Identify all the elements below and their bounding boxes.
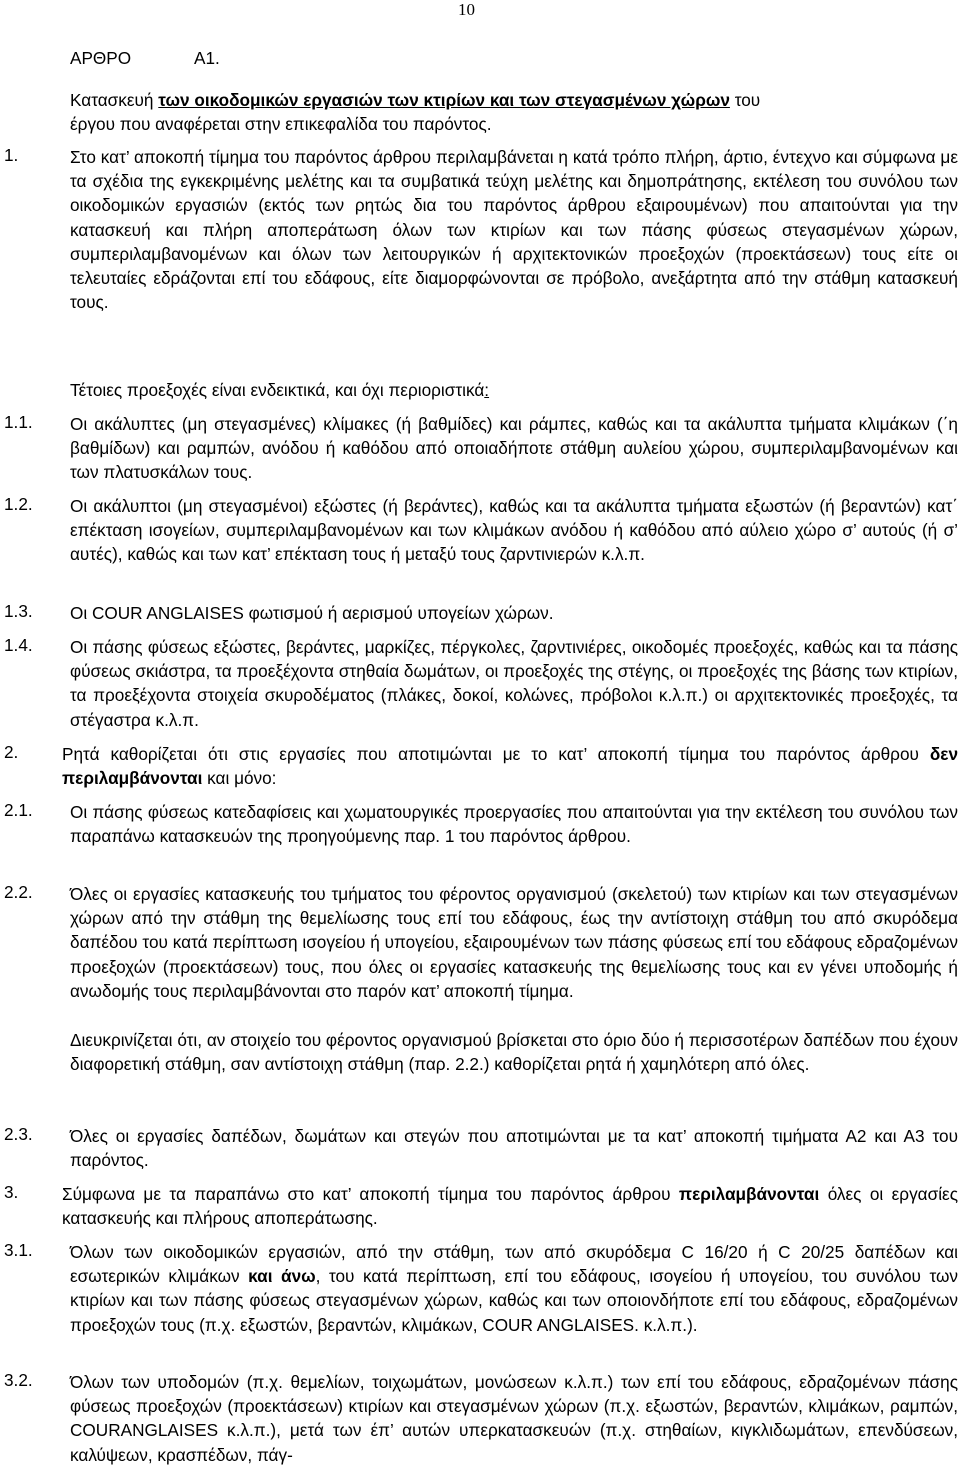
intro-text-end: του <box>729 90 761 110</box>
section-text: Οι COUR ANGLAISES φωτισμού ή αερισμού υπογείων χώρων. <box>70 603 554 623</box>
intro-underlined-title: των οικοδομικών εργασιών των κτιρίων και των στεγασμένων χώρων <box>158 90 730 110</box>
section-number: 2.1. <box>4 800 33 820</box>
section-number: 1.1. <box>4 412 33 432</box>
note-colon: : <box>484 380 490 400</box>
section-number: 3.2. <box>4 1370 33 1390</box>
section-text: Όλων των οικοδομικών εργασιών, από την στάθμη, των από σκυρόδεμα C 16/20 ή C 20/25 δαπέδων και εσωτερικών κλιμάκων και άνω, του κατά περίπτωση, επί του εδάφους, ισογείου ή υπογείου, του συνόλου των κτιρίων και των πάσης φύσεως στεγασμένων χώρων, καθώς και των οποιονδήποτε επί του εδάφους, εδραζομένων προεξοχών τους (π.χ. εξωστών, βεραντών, κλιμάκων, COUR ANGLAISES. κ.λ.π.). <box>70 1242 959 1335</box>
section-text: Όλες οι εργασίες κατασκευής του τμήματος του φέροντος οργανισμού (σκελετού) των κτιρίων και των στεγασμένων χώρων από την στάθμη της θεμελίωσης τους επί του εδάφους, έως την αντίστοιχη στάθμη του από σκυρόδεμα δαπέδου του κατά περίπτωση ισογείου ή υπογείου, εξαιρουμένων των πάσης φύσεως επί του εδάφους εδραζομένων προεξοχών (προεκτάσεων) τους, που όλες οι εργασίες κατασκευής της θεμελίωσης τους και εν γένει υποδομής ή ανωδομής τους περιλαμβάνονται στο παρόν κατ’ αποκοπή τίμημα. <box>70 884 958 1001</box>
section-number: 2. <box>4 742 19 762</box>
intro-paragraph <box>70 88 958 136</box>
section-text: Σύμφωνα με τα παραπάνω στο κατ’ αποκοπή τίμημα του παρόντος άρθρου περιλαμβάνονται όλες οι εργασίες κατασκευής και πλήρους αποπεράτωσης. <box>62 1184 958 1229</box>
section-text: Οι πάσης φύσεως κατεδαφίσεις και χωματουργικές προεργασίες που απαιτούνται για την εκτέλεση του συνόλου των παραπάνω κατασκευών της προηγούμενης παρ. 1 του παρόντος άρθρου. <box>70 802 958 847</box>
note-text: Τέτοιες προεξοχές είναι ενδεικτικά, και όχι περιοριστικά <box>70 380 485 400</box>
section-text: Στο κατ’ αποκοπή τίμημα του παρόντος άρθρου περιλαμβάνεται η κατά τρόπο πλήρη, άρτιο, έντεχνο και σύμφωνα με τα σχέδια της εγκεκριμένης μελέτης και τα συμβατικά τεύχη μελέτης και δημοπράτησης, εκτέλεση του συνόλου των οικοδομικών εργασιών (εκτός των ρητώς δια του παρόντος άρθρου εξαιρουμένων) που απαιτούνται για την κατασκευή και πλήρη αποπεράτωση όλων των κτιρίων και των πάσης φύσεως στεγασμένων χώρων, συμπεριλαμβανομένων και όλων των λειτουργικών ή αρχιτεκτονικών προεξοχών (προεκτάσεων) τους είτε οι τελευταίες εδράζονται επί του εδάφους, είτε διαμορφώνονται σε πρόβολο, ανεξάρτητα από την στάθμη κατασκευή τους. <box>70 147 958 313</box>
section-text: Οι ακάλυπτες (μη στεγασμένες) κλίμακες (ή βαθμίδες) και ράμπες, καθώς και τα ακάλυπτα τμήματα κλιμάκων (΄η βαθμίδων) και ραμπών, ανόδου ή καθόδου από οποιαδήποτε στάθμη αυλείου χώρου, συμπεριλαμβανομένων και των πλατυσκάλων τους. <box>70 414 958 483</box>
bold-phrase: και άνω <box>248 1266 316 1287</box>
section-number: 2.2. <box>4 882 33 902</box>
article-heading <box>70 48 220 69</box>
section-text: Οι πάσης φύσεως εξώστες, βεράντες, μαρκίζες, πέργκολες, ζαρντινιέρες, οικοδομές προεξοχές, καθώς και τα πάσης φύσεως σκιάστρα, τα προεξέχοντα στηθαία δωμάτων, οι προεξοχές της στέγης, οι προεξοχές της βάσης των κτιρίων, τα προεξέχοντα στοιχεία σκυροδέματος (πλάκες, δοκοί, κολώνες, πρόβολοι κ.λ.π.) οι αρχιτεκτονικές προεξοχές, τα στέγαστρα κ.λ.π. <box>70 637 958 730</box>
section-text: Ρητά καθορίζεται ότι στις εργασίες που αποτιμώνται με το κατ’ αποκοπή τίμημα του παρόντος άρθρου δεν περιλαμβάνονται και μόνο: <box>62 744 958 789</box>
intro-text-start: Κατασκευή <box>70 90 159 110</box>
section-number: 3. <box>4 1182 19 1202</box>
section-number: 1.4. <box>4 635 33 655</box>
bold-phrase: περιλαμβάνονται <box>678 1184 820 1204</box>
section-number: 1. <box>4 145 19 165</box>
intro-second-line: έργου που αναφέρεται στην επικεφαλίδα του παρόντος. <box>70 114 492 135</box>
bold-phrase: δεν περιλαμβάνονται <box>62 744 958 789</box>
page-number: 10 <box>458 0 475 19</box>
article-code: Α1. <box>194 48 220 68</box>
section-number: 1.3. <box>4 601 33 621</box>
section-number: 1.2. <box>4 494 33 514</box>
article-word: ΑΡΘΡΟ <box>70 48 132 68</box>
section-number: 3.1. <box>4 1240 33 1260</box>
section-text: Όλων των υποδομών (π.χ. θεμελίων, τοιχωμάτων, μονώσεων κ.λ.π.) των επί του εδάφους, εδραζομένων πάσης φύσεως προεξοχών (προεκτάσεων) κτιρίων και στεγασμένων χώρων (π.χ. εξωστών, βεραντών, κλιμάκων, ραμπών, COURANGLAISES κ.λ.π.), μετά των έπ’ αυτών υπερκατασκευών (π.χ. στηθαίων, κιγκλιδωμάτων, επενδύσεων, καλύψεων, κρασπέδων, πάγ- <box>70 1372 958 1465</box>
section-text: Οι ακάλυπτοι (μη στεγασμένοι) εξώστες (ή βεράντες), καθώς και τα ακάλυπτα τμήματα εξωστών (ή βεραντών) κατ΄ επέκταση ισογείων, συμπεριλαμβανομένων και των κλιμάκων ανόδου ή καθόδου από αύλειο χώρο σ’ αυτούς (ή σ’ αυτές), καθώς και των κατ’ επέκταση τους ή μεταξύ τους ζαρντινιερών κ.λ.π. <box>70 496 958 565</box>
section-number: 2.3. <box>4 1124 33 1144</box>
clarification-text: Διευκρινίζεται ότι, αν στοιχείο του φέροντος οργανισμού βρίσκεται στο όριο δύο ή περισσοτέρων δαπέδων που έχουν διαφορετική στάθμη, σαν αντίστοιχη στάθμη (παρ. 2.2.) καθορίζεται ρητά ή χαμηλότερη από όλες. <box>70 1030 958 1075</box>
section-text: Όλες οι εργασίες δαπέδων, δωμάτων και στεγών που αποτιμώνται με τα κατ’ αποκοπή τιμήματα Α2 και Α3 του παρόντος. <box>70 1126 958 1171</box>
